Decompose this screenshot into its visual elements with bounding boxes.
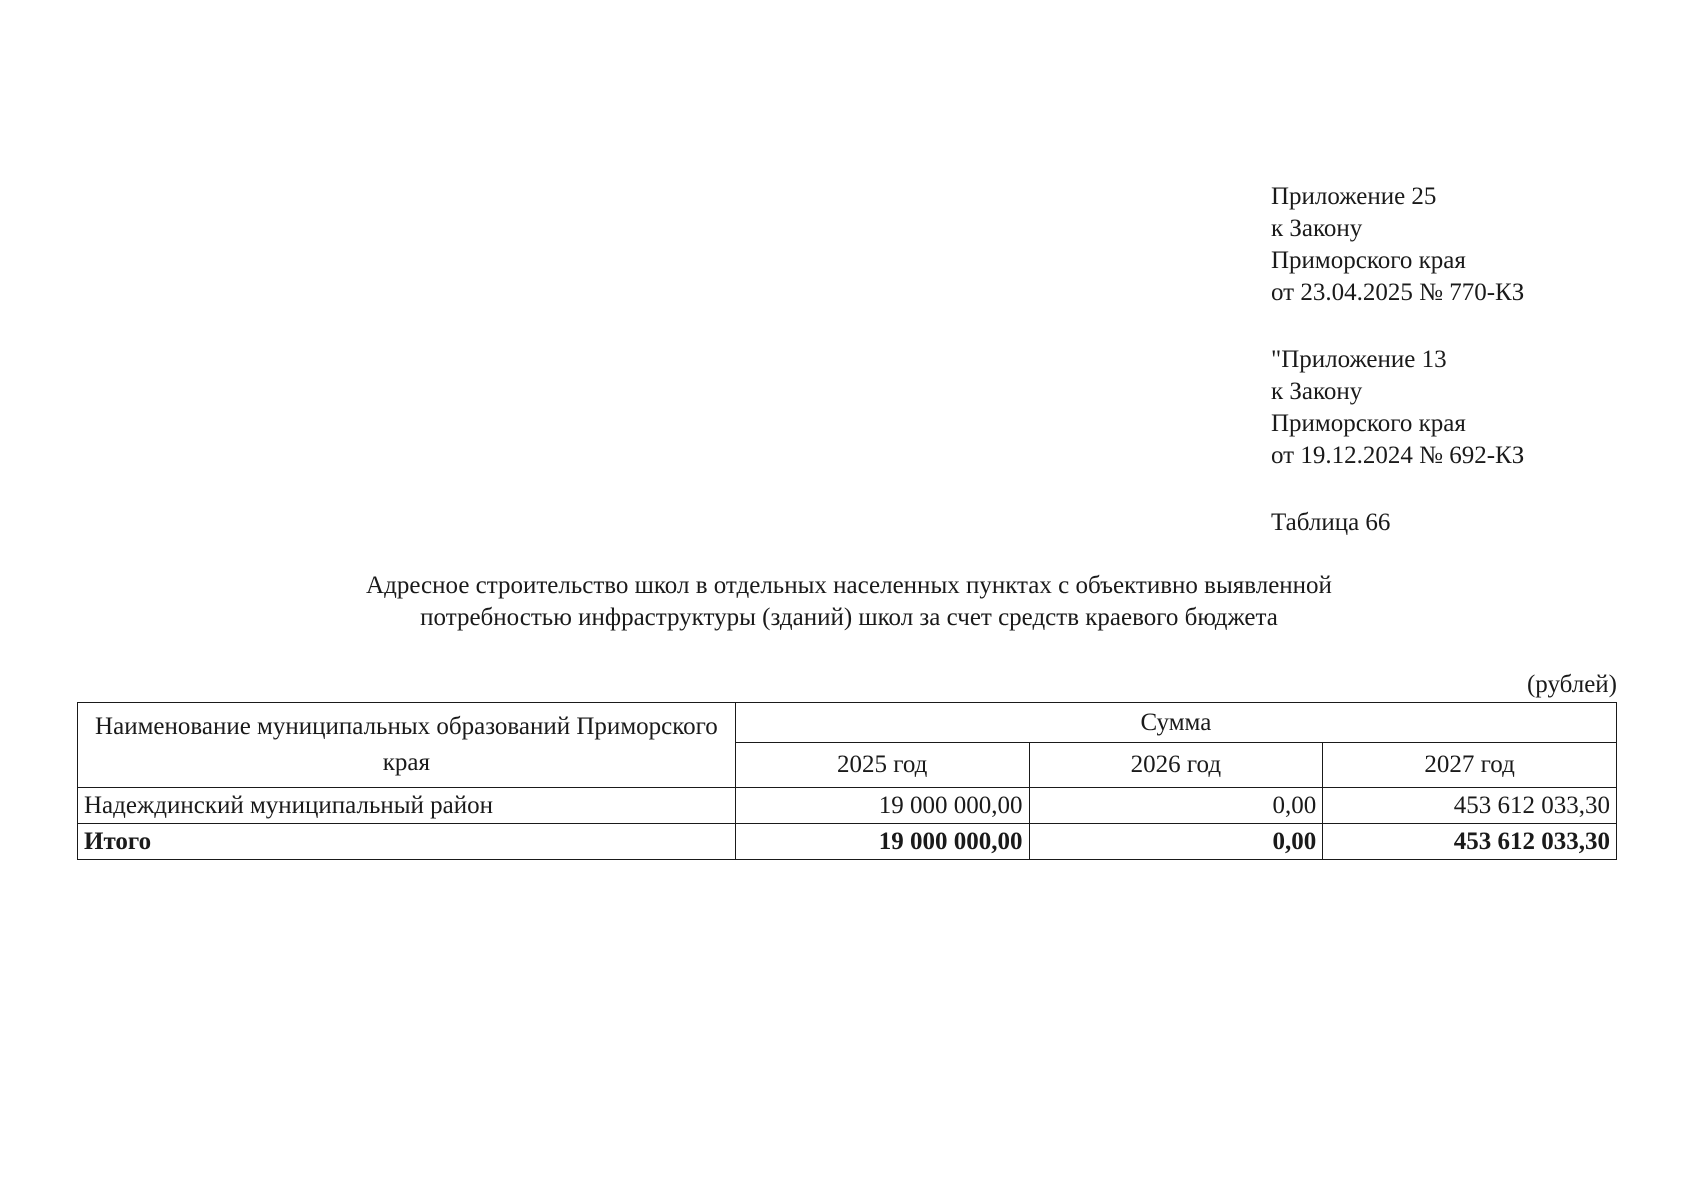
annex-current-line2: к Закону: [1271, 215, 1363, 242]
total-row: [78, 824, 1617, 860]
document-title: [0, 570, 1698, 634]
annex-current-line4: от 23.04.2025 № 770-КЗ: [1271, 279, 1525, 306]
sum-column-header: Сумма: [735, 703, 1616, 743]
table-header-row: [78, 703, 1617, 743]
annex-current-line3: Приморского края: [1271, 247, 1466, 274]
annex-amended-line2: к Закону: [1271, 378, 1363, 405]
units-label: (рублей): [1526, 671, 1617, 698]
value-2026-cell: 0,00: [1029, 788, 1323, 824]
annex-amended-header: [1271, 344, 1524, 472]
municipality-column-header: Наименование муниципальных образований Приморского края: [78, 703, 736, 788]
municipality-name-cell: Надеждинский муниципальный район: [78, 788, 736, 824]
year-2025-header: 2025 год: [735, 743, 1029, 788]
total-2025-cell: 19 000 000,00: [735, 824, 1029, 860]
year-2026-header: 2026 год: [1029, 743, 1323, 788]
value-2025-cell: 19 000 000,00: [735, 788, 1029, 824]
annex-current-line1: Приложение 25: [1271, 183, 1437, 210]
document-title-line2: потребностью инфраструктуры (зданий) школ за счет средств краевого бюджета: [420, 604, 1278, 631]
year-2027-header: 2027 год: [1323, 743, 1617, 788]
total-2027-cell: 453 612 033,30: [1323, 824, 1617, 860]
annex-amended-line4: от 19.12.2024 № 692-КЗ: [1271, 442, 1525, 469]
table-row: [78, 788, 1617, 824]
annex-current-header: [1271, 181, 1524, 309]
total-2026-cell: 0,00: [1029, 824, 1323, 860]
annex-amended-line1: "Приложение 13: [1271, 346, 1447, 373]
total-label-cell: Итого: [78, 824, 736, 860]
value-2027-cell: 453 612 033,30: [1323, 788, 1617, 824]
budget-table: [77, 702, 1617, 860]
table-number: Таблица 66: [1271, 509, 1391, 536]
annex-amended-line3: Приморского края: [1271, 410, 1466, 437]
document-title-line1: Адресное строительство школ в отдельных населенных пунктах с объективно выявленной: [366, 572, 1332, 599]
